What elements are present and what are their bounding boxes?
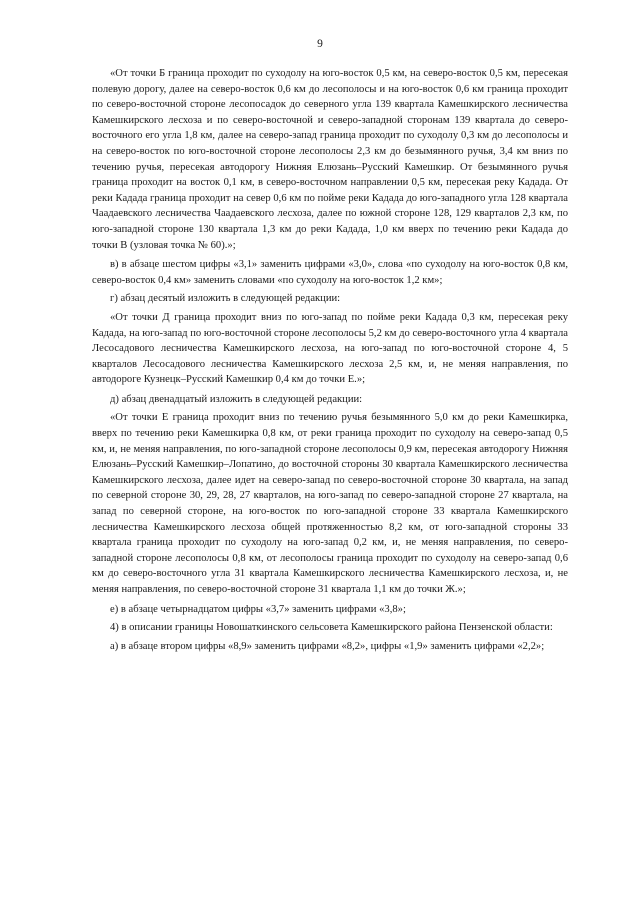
document-body [92, 66, 568, 657]
paragraph-item-a: а) в абзаце втором цифры «8,9» заменить цифрами «8,2», цифры «1,9» заменить цифрами «2,2»; [110, 640, 545, 652]
paragraph-item-e: е) в абзаце четырнадцатом цифры «3,7» заменить цифрами «3,8»; [110, 603, 406, 615]
page-number: 9 [317, 38, 323, 50]
paragraph-item-d: д) абзац двенадцатый изложить в следующей редакции: [110, 393, 363, 405]
paragraph-item-v: в) в абзаце шестом цифры «3,1» заменить цифрами «3,0», слова «по суходолу на юго-восток 0,8 км, северо-восток 0,4 км» заменить словами «по суходолу на юго-восток 1,2 км»; [92, 259, 568, 286]
paragraph-item-4: 4) в описании границы Новошаткинского сельсовета Камешкирского района Пензенской области: [110, 622, 553, 634]
paragraph-border-point-b: «От точки Б граница проходит по суходолу на юго-восток 0,5 км, на северо-восток 0,5 км, пересекая полевую дорогу, далее на северо-восток 0,6 км до лесополосы и на юго-восток 0,6 км граница проходит по северо-восточной стороне лесопосадок до северного угла 139 квартала Камешкирского лесничества Камешкирского лесхоза и по северо-восточной и северо-западной сторонам 139 квартала до северо-восточного его угла 1,8 км, далее на северо-запад граница проходит по суходолу 0,3 км до лесополосы и на северо-восток по юго-восточной стороне лесополосы 2,3 км до безымянного ручья, 3,4 км вниз по течению ручья, пересекая автодорогу Нижняя Елюзань–Русский Камешкир. От безымянного ручья граница проходит на восток 0,1 км, в северо-восточном направлении 0,5 км, пересекая реку Кадада. От реки Кадада граница проходит на север 0,6 км по пойме реки Кадада до юго-западного угла 128 квартала Чаадаевского лесничества Чаадаевского лесхоза, далее по южной стороне 128, 129 кварталов 2,3 км, по юго-западной стороне 130 квартала 1,3 км до реки Кадада, 1,0 км вверх по течению реки Кадада до точки В (узловая точка № 60).»; [92, 68, 568, 251]
paragraph-border-point-d: «От точки Д граница проходит вниз по юго-запад по пойме реки Кадада 0,3 км, пересекая реку Кадада, на юго-запад по юго-восточной стороне лесополосы 5,2 км до северо-восточного угла 4 квартала Лесосадового лесничества Камешкирского лесхоза, на юго-запад по юго-восточной стороне 4, 5 кварталов Лесосадового лесничества Камешкирского лесхоза 2,5 км, и, не меняя направления, по автодороге Кузнецк–Русский Камешкир 0,4 км до точки Е.»; [92, 311, 568, 386]
paragraph-item-g: г) абзац десятый изложить в следующей редакции: [110, 293, 341, 305]
paragraph-border-point-e: «От точки Е граница проходит вниз по течению ручья безымянного 5,0 км до реки Камешкирка, вверх по течению реки Камешкирка 0,8 км, от реки граница проходит по суходолу на северо-запад 0,5 км, и, не меняя направления, по юго-западной стороне лесополосы 0,9 км, пересекая автодорогу Нижняя Елюзань–Русский Камешкир–Лопатино, до восточной стороны 30 квартала Камешкирского лесничества Камешкирского лесхоза, далее идет на северо-запад по северо-восточной стороне 30 квартала, на запад по северной стороне 30, 29, 28, 27 кварталов, на юго-запад по северо-западной стороне 27 квартала, на запад по северной стороне, на юго-восток по юго-западной стороне 33 квартала Камешкирского лесничества Камешкирского лесхоза общей протяженностью 8,2 км, от юго-западной стороны 33 квартала граница проходит по суходолу на юго-запад 0,2 км, и, не меняя направления, по северо-западной стороне лесополосы 0,8 км, от лесополосы граница проходит по суходолу на северо-запад 0,6 км до северо-восточного угла 31 квартала Камешкирского лесничества Камешкирского лесхоза, и, не меняя направления, по северо-восточной стороне 31 квартала 1,1 км до точки Ж.»; [92, 412, 568, 595]
